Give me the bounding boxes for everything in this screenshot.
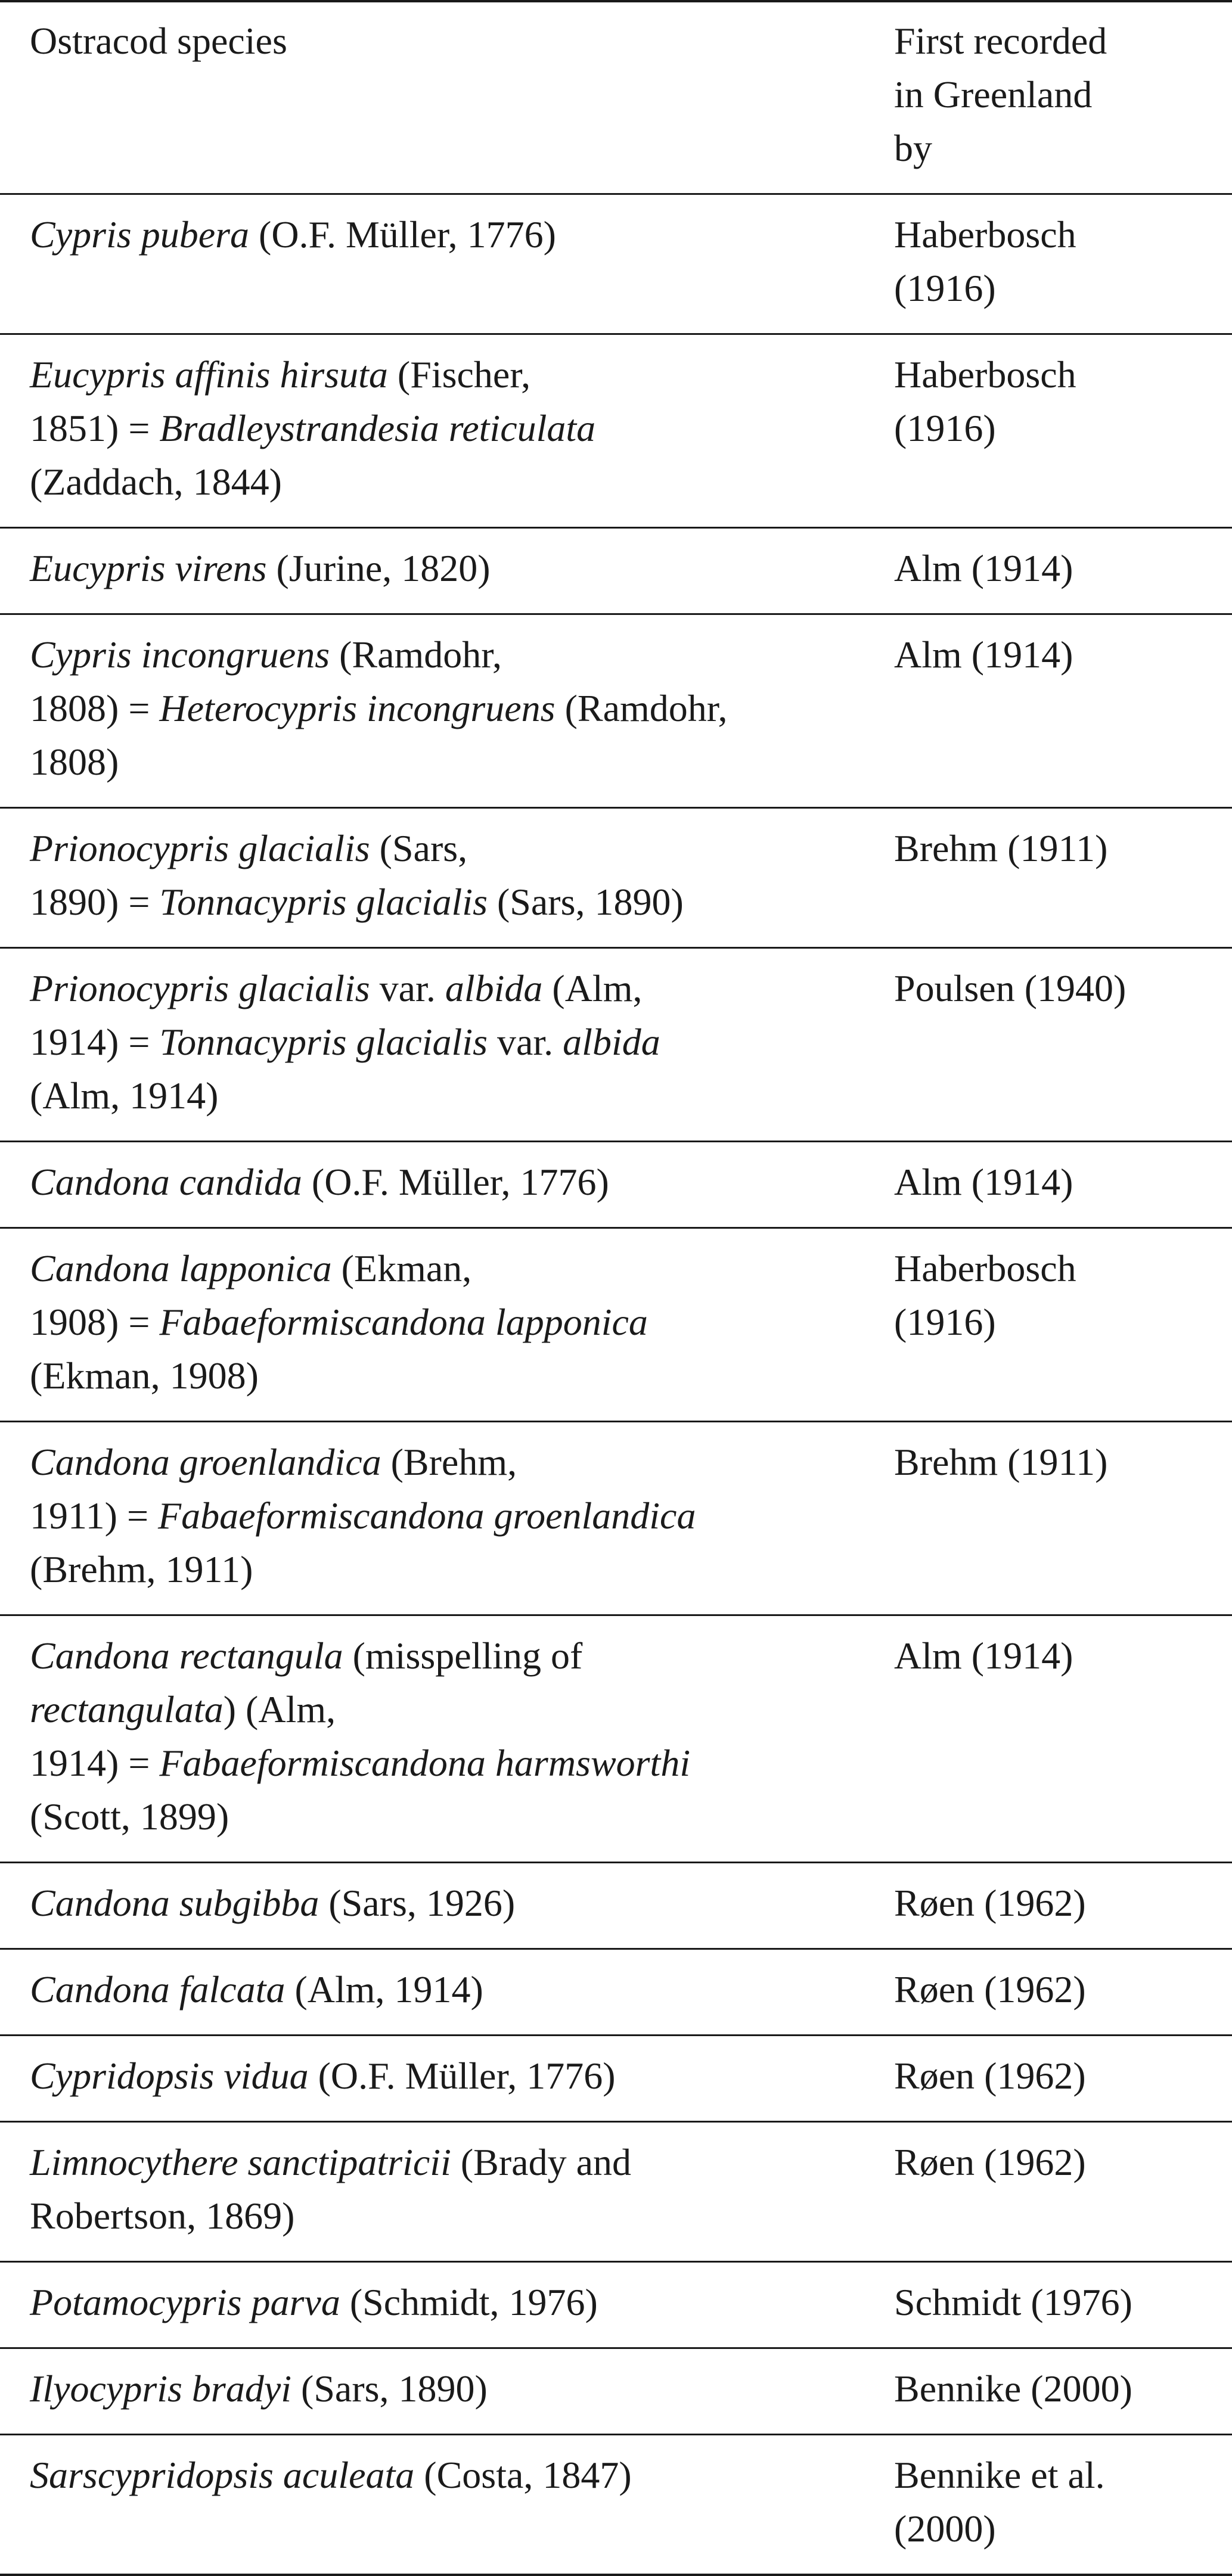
first-recorded-text: Alm (1914) xyxy=(894,633,1073,676)
first-recorded-cell xyxy=(894,2435,1232,2575)
species-authority-text: (Sars, 1890) xyxy=(291,2367,488,2410)
species-name-italic: Fabaeformiscandona groenlandica xyxy=(158,1494,696,1537)
species-name-italic: rectangulata xyxy=(30,1688,224,1730)
species-authority-text: (Ramdohr, xyxy=(555,687,728,729)
first-recorded-text: Alm (1914) xyxy=(894,1161,1073,1203)
species-cell xyxy=(0,2435,894,2575)
first-recorded-cell xyxy=(894,2122,1232,2262)
first-recorded-cell xyxy=(894,614,1232,808)
table-row xyxy=(0,2262,1232,2348)
species-name-italic: Cypris pubera xyxy=(30,213,249,256)
species-name-italic: Cypridopsis vidua xyxy=(30,2055,309,2097)
species-authority-text: 1890) = xyxy=(30,881,160,923)
table-row xyxy=(0,2122,1232,2262)
species-authority-text: (Brehm, xyxy=(381,1441,517,1483)
species-name-italic: Potamocypris parva xyxy=(30,2281,340,2323)
first-recorded-cell xyxy=(894,528,1232,614)
table-row xyxy=(0,1422,1232,1615)
species-name-italic: Prionocypris glacialis xyxy=(30,967,370,1009)
first-recorded-text: Røen (1962) xyxy=(894,2055,1086,2097)
species-authority-text: (Ramdohr, xyxy=(330,633,502,676)
species-authority-text: (O.F. Müller, 1776) xyxy=(302,1161,609,1203)
species-authority-text: (misspelling of xyxy=(343,1635,583,1677)
species-cell xyxy=(0,1142,894,1228)
species-name-italic: Ilyocypris bradyi xyxy=(30,2367,291,2410)
species-authority-text: 1911) = xyxy=(30,1494,159,1537)
species-name-italic: Candona groenlandica xyxy=(30,1441,381,1483)
species-authority-text: (Brady and xyxy=(451,2141,631,2183)
species-authority-text: (Sars, xyxy=(370,827,468,869)
first-recorded-cell xyxy=(894,2262,1232,2348)
table-body xyxy=(0,194,1232,2575)
species-authority-text: (Brehm, 1911) xyxy=(30,1548,253,1590)
species-authority-text: (Alm, xyxy=(542,967,643,1009)
species-cell xyxy=(0,1949,894,2036)
species-name-italic: Bradleystrandesia reticulata xyxy=(159,407,596,449)
species-name-italic: albida xyxy=(563,1021,660,1063)
species-authority-text: (Schmidt, 1976) xyxy=(340,2281,598,2323)
first-recorded-cell xyxy=(894,2348,1232,2435)
table-row xyxy=(0,2348,1232,2435)
species-cell xyxy=(0,1422,894,1615)
table-row xyxy=(0,1228,1232,1422)
first-recorded-cell xyxy=(894,1615,1232,1863)
species-name-italic: Sarscypridopsis aculeata xyxy=(30,2454,415,2496)
species-authority-text: 1914) = xyxy=(30,1021,160,1063)
species-name-italic: Eucypris virens xyxy=(30,547,267,589)
species-authority-text: (O.F. Müller, 1776) xyxy=(308,2055,616,2097)
first-recorded-text: Poulsen (1940) xyxy=(894,967,1127,1009)
first-recorded-text: (2000) xyxy=(894,2507,996,2550)
species-name-italic: Candona falcata xyxy=(30,1968,285,2011)
species-authority-text: (Costa, 1847) xyxy=(414,2454,632,2496)
table-row xyxy=(0,334,1232,528)
species-name-italic: Candona subgibba xyxy=(30,1882,319,1924)
first-recorded-cell xyxy=(894,948,1232,1142)
first-recorded-text: (1916) xyxy=(894,267,996,309)
species-name-italic: Eucypris affinis hirsuta xyxy=(30,353,388,396)
table-row xyxy=(0,808,1232,948)
species-authority-text: var. xyxy=(370,967,445,1009)
first-recorded-text: (1916) xyxy=(894,1301,996,1343)
species-authority-text: 1808) = xyxy=(30,687,160,729)
species-cell xyxy=(0,948,894,1142)
table-row xyxy=(0,614,1232,808)
species-name-italic: Fabaeformiscandona harmsworthi xyxy=(159,1742,691,1784)
species-authority-text: Robertson, 1869) xyxy=(30,2195,295,2237)
first-recorded-text: Røen (1962) xyxy=(894,1968,1086,2011)
species-name-italic: Tonnacypris glacialis xyxy=(159,881,488,923)
first-recorded-cell xyxy=(894,194,1232,334)
species-cell xyxy=(0,194,894,334)
first-recorded-text: Schmidt (1976) xyxy=(894,2281,1132,2323)
species-name-italic: Tonnacypris glacialis xyxy=(159,1021,488,1063)
first-recorded-text: Bennike et al. xyxy=(894,2454,1105,2496)
column-header-species-label: Ostracod species xyxy=(30,20,287,62)
species-cell xyxy=(0,614,894,808)
species-cell xyxy=(0,334,894,528)
species-authority-text: (Fischer, xyxy=(387,353,531,396)
table-row xyxy=(0,1615,1232,1863)
species-authority-text: 1908) = xyxy=(30,1301,160,1343)
first-recorded-text: Røen (1962) xyxy=(894,2141,1086,2183)
first-recorded-text: Haberbosch xyxy=(894,1247,1076,1289)
species-cell xyxy=(0,528,894,614)
first-recorded-text: Alm (1914) xyxy=(894,547,1073,589)
species-authority-text: (O.F. Müller, 1776) xyxy=(249,213,556,256)
table-row xyxy=(0,528,1232,614)
first-recorded-text: Alm (1914) xyxy=(894,1635,1073,1677)
first-recorded-text: Haberbosch xyxy=(894,353,1076,396)
species-name-italic: Fabaeformiscandona lapponica xyxy=(159,1301,648,1343)
first-recorded-text: Brehm (1911) xyxy=(894,1441,1108,1483)
column-header-first-recorded-line: by xyxy=(894,127,932,169)
first-recorded-cell xyxy=(894,1863,1232,1949)
species-name-italic: Cypris incongruens xyxy=(30,633,330,676)
first-recorded-cell xyxy=(894,1142,1232,1228)
table-row xyxy=(0,1863,1232,1949)
species-cell xyxy=(0,2122,894,2262)
first-recorded-cell xyxy=(894,334,1232,528)
species-authority-text: var. xyxy=(487,1021,563,1063)
table-row xyxy=(0,2435,1232,2575)
species-cell xyxy=(0,2348,894,2435)
species-authority-text: 1808) xyxy=(30,741,119,783)
header-row xyxy=(0,1,1232,194)
table-header xyxy=(0,1,1232,194)
first-recorded-text: Røen (1962) xyxy=(894,1882,1086,1924)
species-authority-text: (Ekman, xyxy=(331,1247,472,1289)
table-row xyxy=(0,2036,1232,2122)
table-row xyxy=(0,1949,1232,2036)
table-row xyxy=(0,194,1232,334)
first-recorded-text: Brehm (1911) xyxy=(894,827,1108,869)
species-cell xyxy=(0,2036,894,2122)
species-authority-text: (Sars, 1926) xyxy=(319,1882,516,1924)
species-authority-text: (Ekman, 1908) xyxy=(30,1354,259,1397)
first-recorded-text: (1916) xyxy=(894,407,996,449)
species-name-italic: albida xyxy=(445,967,543,1009)
species-authority-text: (Alm, 1914) xyxy=(30,1074,219,1117)
species-name-italic: Candona candida xyxy=(30,1161,302,1203)
first-recorded-cell xyxy=(894,1422,1232,1615)
first-recorded-text: Bennike (2000) xyxy=(894,2367,1132,2410)
species-cell xyxy=(0,808,894,948)
first-recorded-cell xyxy=(894,808,1232,948)
species-name-italic: Limnocythere sanctipatricii xyxy=(30,2141,451,2183)
column-header-first-recorded-line: First recorded xyxy=(894,20,1107,62)
first-recorded-cell xyxy=(894,2036,1232,2122)
species-cell xyxy=(0,2262,894,2348)
column-header-first-recorded xyxy=(894,1,1232,194)
species-authority-text: ) (Alm, xyxy=(223,1688,336,1730)
species-authority-text: (Zaddach, 1844) xyxy=(30,461,282,503)
species-name-italic: Prionocypris glacialis xyxy=(30,827,370,869)
table-row xyxy=(0,1142,1232,1228)
species-authority-text: (Sars, 1890) xyxy=(487,881,684,923)
first-recorded-text: Haberbosch xyxy=(894,213,1076,256)
species-authority-text: (Alm, 1914) xyxy=(285,1968,483,2011)
species-name-italic: Heterocypris incongruens xyxy=(159,687,556,729)
species-name-italic: Candona rectangula xyxy=(30,1635,343,1677)
first-recorded-cell xyxy=(894,1228,1232,1422)
species-authority-text: (Scott, 1899) xyxy=(30,1795,229,1838)
species-cell xyxy=(0,1228,894,1422)
table-row xyxy=(0,948,1232,1142)
first-recorded-cell xyxy=(894,1949,1232,2036)
species-authority-text: 1851) = xyxy=(30,407,160,449)
species-cell xyxy=(0,1863,894,1949)
column-header-first-recorded-line: in Greenland xyxy=(894,73,1093,116)
column-header-species xyxy=(0,1,894,194)
species-authority-text: (Jurine, 1820) xyxy=(266,547,491,589)
species-cell xyxy=(0,1615,894,1863)
species-authority-text: 1914) = xyxy=(30,1742,160,1784)
species-name-italic: Candona lapponica xyxy=(30,1247,332,1289)
